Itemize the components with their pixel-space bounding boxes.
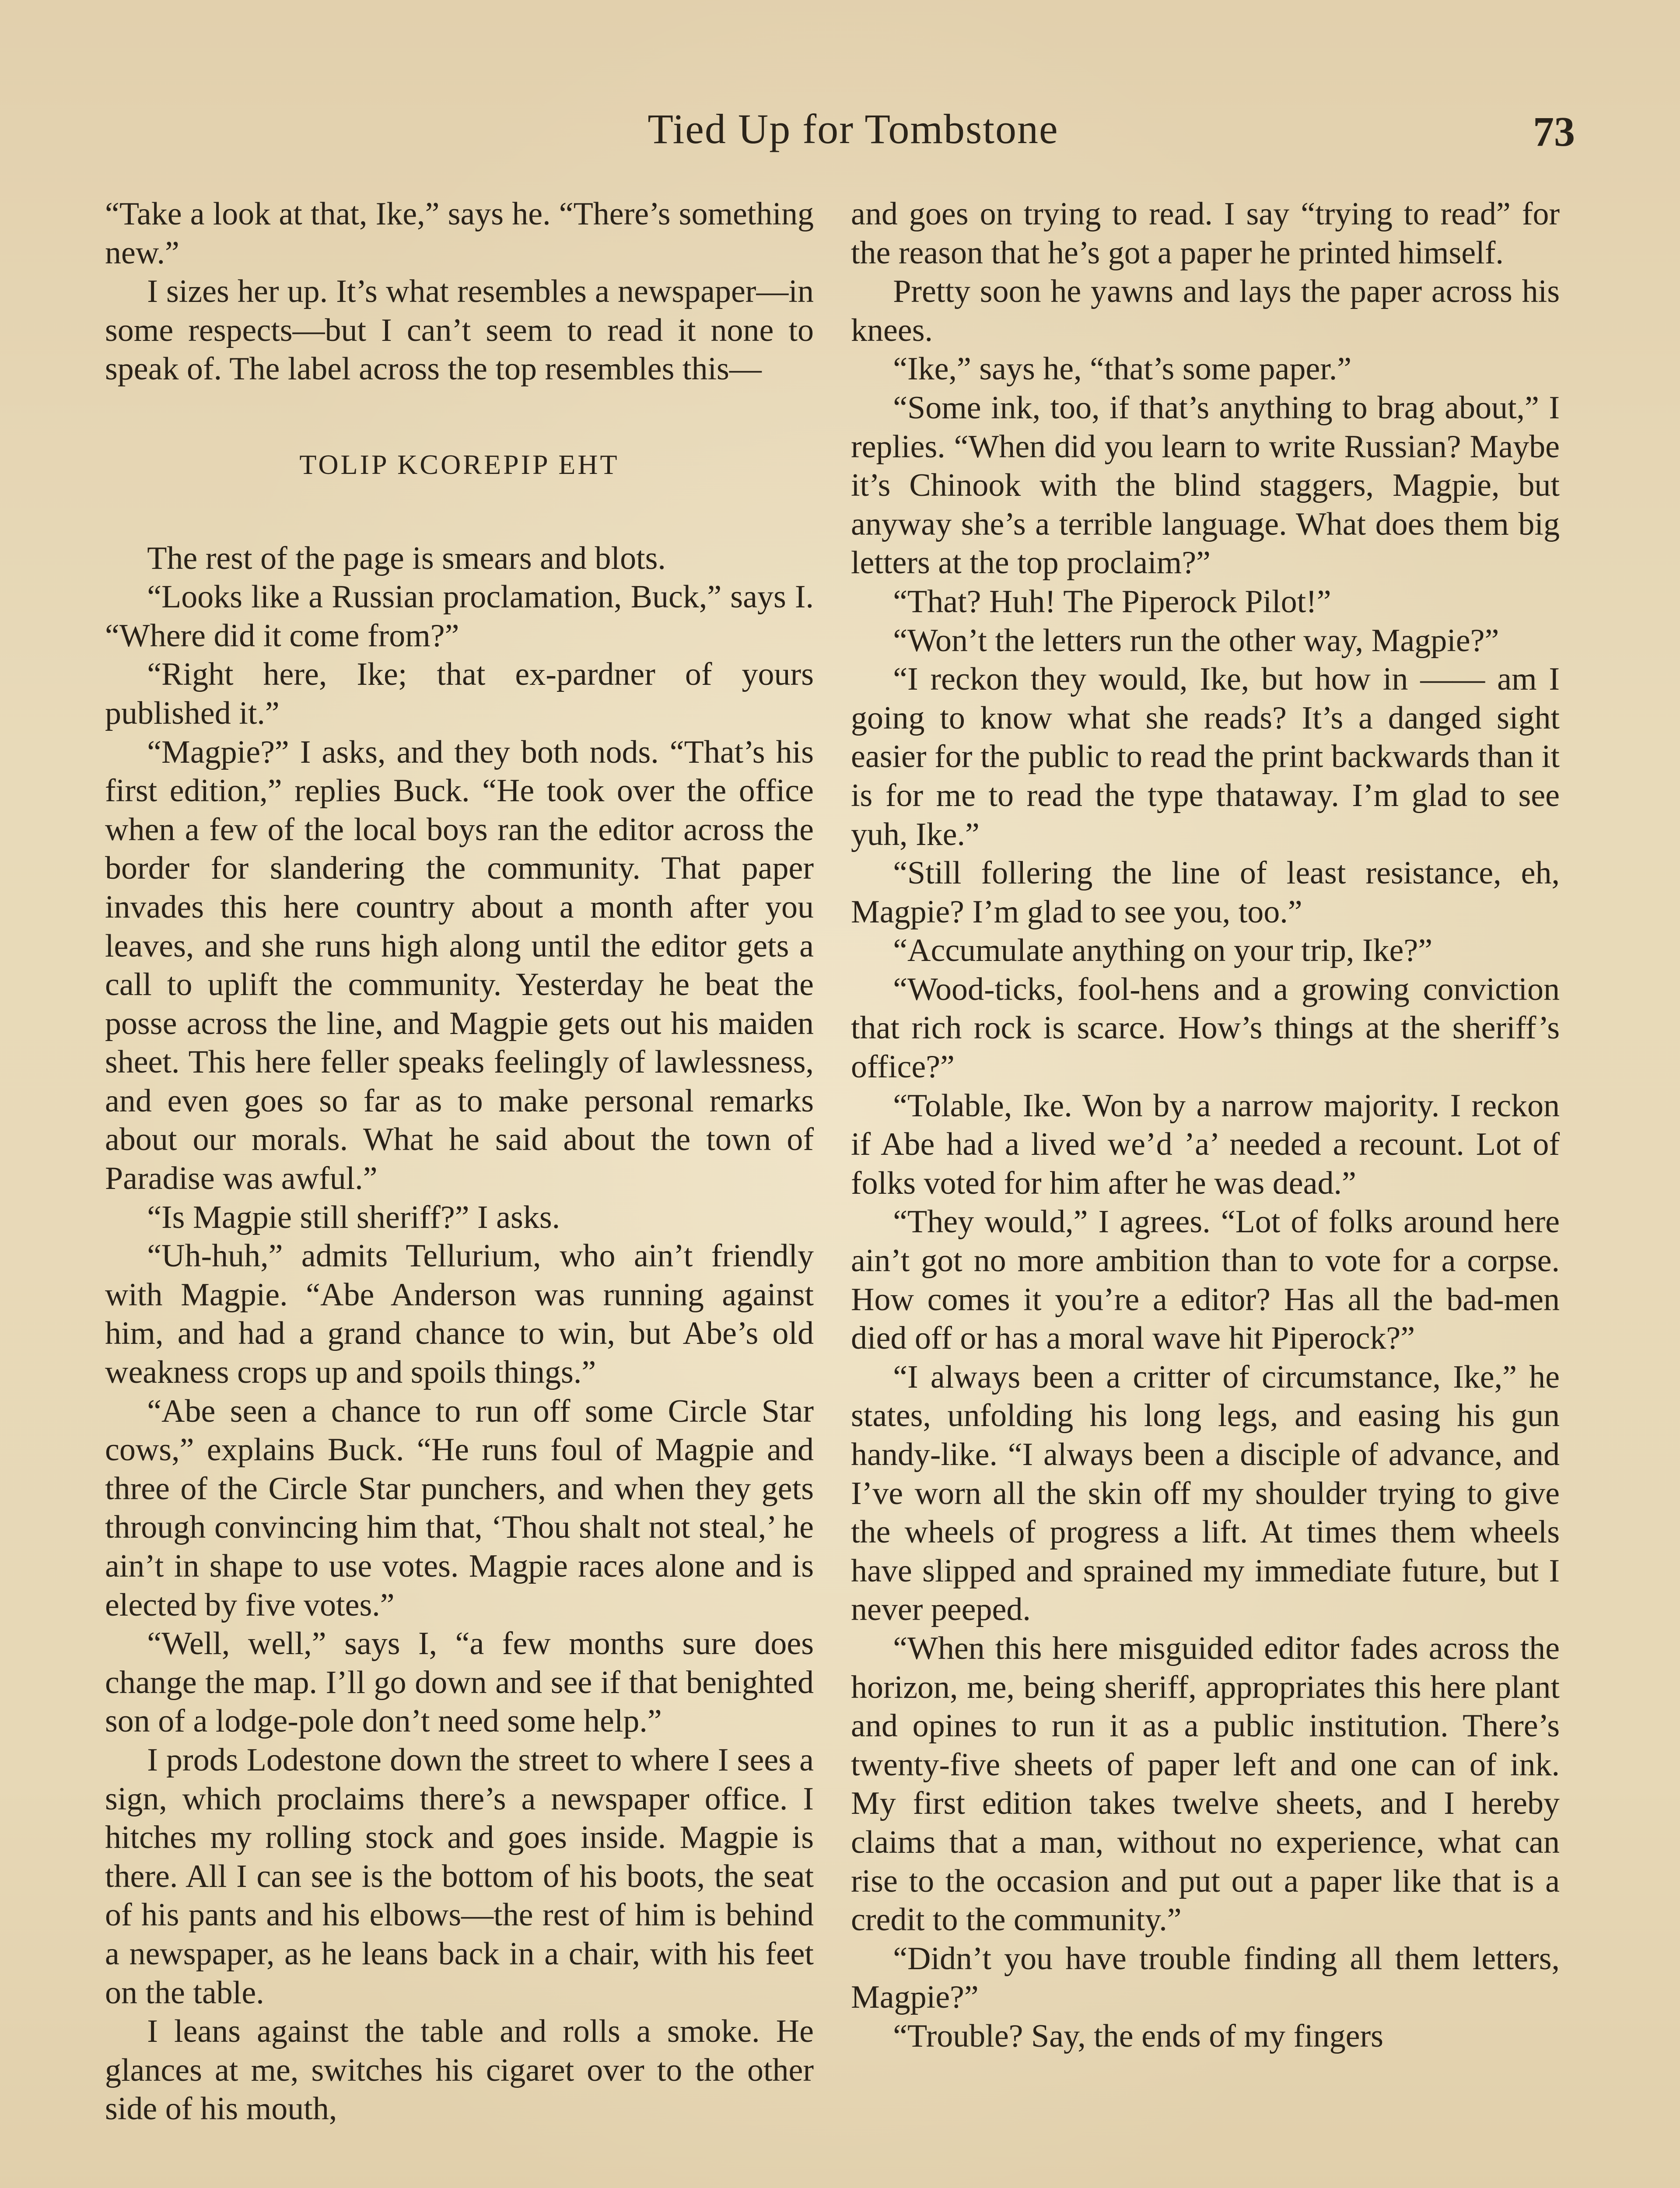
left-column [105, 195, 814, 2128]
paragraph: “Right here, Ike; that ex-pardner of yours published it.” [105, 656, 814, 731]
paragraph: “Some ink, too, if that’s anything to brag about,” I replies. “When did you learn to write Russian? Maybe it’s Chinook with the blind staggers, Magpie, but anyway she’s a terrible language. What does them big letters at the top proclaim?” [851, 389, 1560, 581]
paragraph: “Won’t the letters run the other way, Magpie?” [893, 622, 1499, 659]
paragraph: “They would,” I agrees. “Lot of folks around here ain’t got no more ambition than to vote for a corpse. How comes it you’re a editor? Has all the bad-men died off or has a moral wave hit Piperock?” [851, 1204, 1560, 1357]
paragraph: I prods Lodestone down the street to where I sees a sign, which proclaims there’s a newspaper office. I hitches my rolling stock and goes inside. Magpie is there. All I can see is the bottom of his boots, the seat of his pants and his elbows—the rest of him is behind a newspaper, as he leans back in a chair, with his feet on the table. [105, 1742, 814, 2011]
paragraph: “Uh-huh,” admits Tellurium, who ain’t friendly with Magpie. “Abe Anderson was running against him, and had a grand chance to win, but Abe’s old weakness crops up and spoils things.” [105, 1238, 814, 1391]
paragraph: “Still follering the line of least resistance, eh, Magpie? I’m glad to see you, too.” [851, 855, 1560, 930]
paragraph: “Tolable, Ike. Won by a narrow majority. I reckon if Abe had a lived we’d ’a’ needed a recount. Lot of folks voted for him after he was dead.” [851, 1087, 1560, 1201]
paragraph: The rest of the page is smears and blots. [147, 540, 666, 576]
reversed-masthead: TOLIP KCOREPIP EHT [299, 449, 620, 480]
paragraph: “I always been a critter of circumstance, Ike,” he states, unfolding his long legs, and easing his gun handy-like. “I always been a disciple of advance, and I’ve worn all the skin off my shoulder trying to give the wheels of progress a lift. At times them wheels have slipped and sprained my immediate future, but I never peeped. [851, 1359, 1560, 1628]
paragraph: and goes on trying to read. I say “trying to read” for the reason that he’s got a paper he printed himself. [851, 196, 1560, 271]
paragraph: “Abe seen a chance to run off some Circle Star cows,” explains Buck. “He runs foul of Magpie and three of the Circle Star punchers, and when they gets through convincing him that, ‘Thou shalt not steal,’ he ain’t in shape to use votes. Magpie races alone and is elected by five votes.” [105, 1393, 814, 1623]
paragraph: Pretty soon he yawns and lays the paper across his knees. [851, 274, 1560, 348]
paragraph: “I reckon they would, Ike, but how in —— am I going to know what she reads? It’s a danged sight easier for the public to read the print backwards than it is for me to read the type thataway. I’m glad to see yuh, Ike.” [851, 661, 1560, 852]
paragraph: “Take a look at that, Ike,” says he. “There’s something new.” [105, 196, 814, 271]
paragraph: “Accumulate anything on your trip, Ike?” [893, 933, 1433, 969]
paragraph: “Well, well,” says I, “a few months sure does change the map. I’ll go down and see if that benighted son of a lodge-pole don’t need some help.” [105, 1626, 814, 1739]
page-number: 73 [1533, 108, 1575, 155]
paragraph: “That? Huh! The Piperock Pilot!” [893, 583, 1331, 620]
right-column [851, 195, 1560, 2056]
paragraph: “Ike,” says he, “that’s some paper.” [893, 351, 1352, 387]
paragraph: “Trouble? Say, the ends of my fingers [893, 2018, 1383, 2054]
paragraph: “Magpie?” I asks, and they both nods. “That’s his first edition,” replies Buck. “He took over the office when a few of the local boys ran the editor across the border for slandering the community. That paper invades this here country about a month after you leaves, and she runs high along until the editor gets a call to uplift the community. Yesterday he beat the posse across the line, and Magpie gets out his maiden sheet. This here feller speaks feelingly of lawlessness, and even goes so far as to make personal remarks about our morals. What he said about the town of Paradise was awful.” [105, 734, 814, 1197]
paragraph: I leans against the table and rolls a smoke. He glances at me, switches his cigaret over to the other side of his mouth, [105, 2013, 814, 2127]
paragraph: “Is Magpie still sheriff?” I asks. [147, 1199, 560, 1235]
running-header [0, 101, 1680, 166]
running-title: Tied Up for Tombstone [648, 105, 1059, 152]
paragraph: “Wood-ticks, fool-hens and a growing conviction that rich rock is scarce. How’s things at the sheriff’s office?” [851, 971, 1560, 1085]
paragraph: “Didn’t you have trouble finding all them letters, Magpie?” [851, 1940, 1560, 2016]
paragraph: “When this here misguided editor fades across the horizon, me, being sheriff, appropriates this here plant and opines to run it as a public institution. There’s twenty-five sheets of paper left and one can of ink. My first edition takes twelve sheets, and I hereby claims that a man, without no experience, what can rise to the occasion and put out a paper like that is a credit to the community.” [851, 1630, 1560, 1938]
paragraph: I sizes her up. It’s what resembles a newspaper—in some respects—but I can’t seem to read it none to speak of. The label across the top resembles this— [105, 274, 814, 387]
paragraph: “Looks like a Russian proclamation, Buck,” says I. “Where did it come from?” [105, 579, 814, 654]
